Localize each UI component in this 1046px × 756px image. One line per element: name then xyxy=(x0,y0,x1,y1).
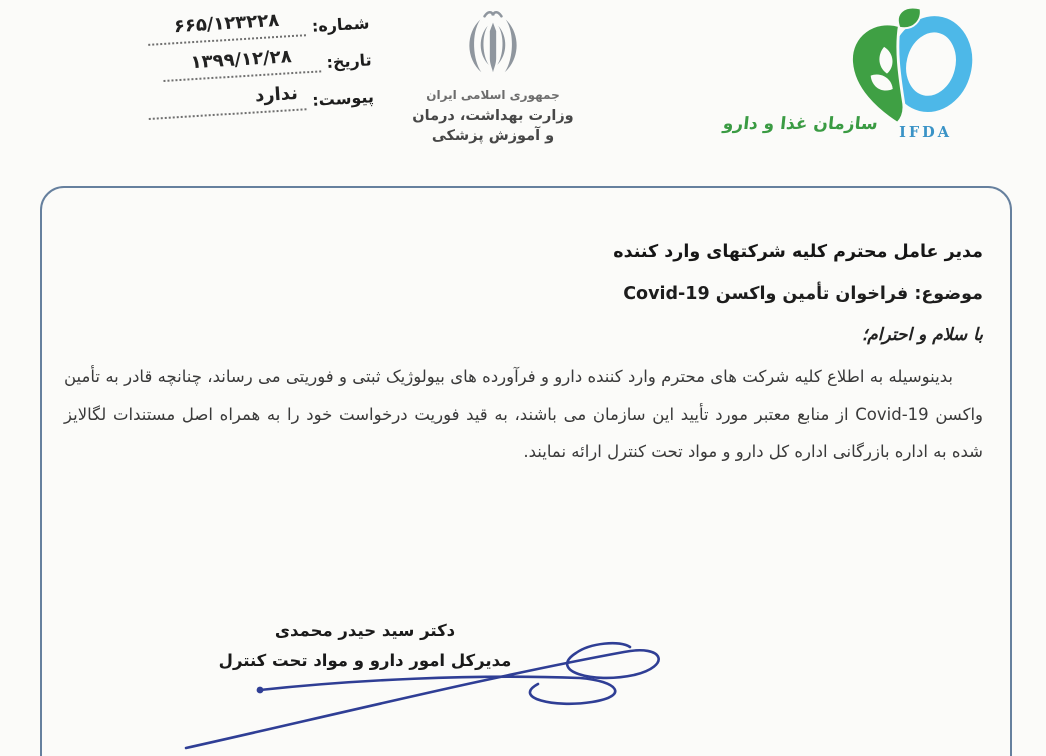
ifda-food-drug-logo-icon xyxy=(842,2,976,130)
recipient-line: مدیر عامل محترم کلیه شرکتهای وارد کننده xyxy=(613,242,983,262)
ifda-acronym: IFDA xyxy=(899,124,952,141)
iran-national-emblem-icon xyxy=(458,10,528,86)
ministry-name-line1: وزارت بهداشت، درمان xyxy=(412,108,574,124)
meta-date-dotted-line xyxy=(162,46,321,82)
meta-row-attachment xyxy=(53,80,374,125)
letter-meta xyxy=(49,6,375,136)
meta-date-label: تاریخ: xyxy=(325,50,373,72)
meta-date-value: ۱۳۹۹/۱۲/۲۸ xyxy=(190,46,293,74)
meta-number-value: ۶۶۵/۱۲۳۲۲۸ xyxy=(173,9,280,38)
meta-number-dotted-line xyxy=(147,10,306,46)
ministry-letterhead xyxy=(388,10,598,147)
ifda-letterhead xyxy=(716,0,1046,160)
salutation-line: با سلام و احترام؛ xyxy=(861,325,983,345)
signature-block xyxy=(200,616,530,675)
signer-title: مدیرکل امور دارو و مواد تحت کنترل xyxy=(218,650,512,670)
meta-attachment-label: پیوست: xyxy=(311,87,375,110)
meta-attachment-value: ندارد xyxy=(254,82,299,107)
meta-attachment-dotted-line xyxy=(148,84,307,120)
signer-name: دکتر سید حیدر محمدی xyxy=(274,621,456,640)
ministry-name xyxy=(388,106,598,147)
country-name: جمهوری اسلامی ایران xyxy=(426,88,560,102)
meta-row-number xyxy=(49,6,370,51)
ministry-name-line2: و آموزش پزشکی xyxy=(431,128,555,145)
letter-body: بدینوسیله به اطلاع کلیه شرکت های محترم وارد کننده دارو و فرآورده های بیولوژیک ثبتی و فوریتی می رساند، چنانچه قادر به تأمین واکسن Covid-19 از منابع معتبر مورد تأیید این سازمان می باشند، به قید فوریت درخواست خود را به همراه اصل مستندات لگالایز شده به اداره بازرگانی اداره کل دارو و مواد تحت کنترل ارائه نمایند. xyxy=(64,367,984,462)
letter-frame xyxy=(40,186,1012,756)
meta-number-label: شماره: xyxy=(311,13,370,36)
meta-row-date xyxy=(51,43,372,88)
ifda-org-name: سازمان غذا و دارو xyxy=(722,114,880,134)
subject-line: موضوع: فراخوان تأمین واکسن Covid-19 xyxy=(623,284,983,304)
